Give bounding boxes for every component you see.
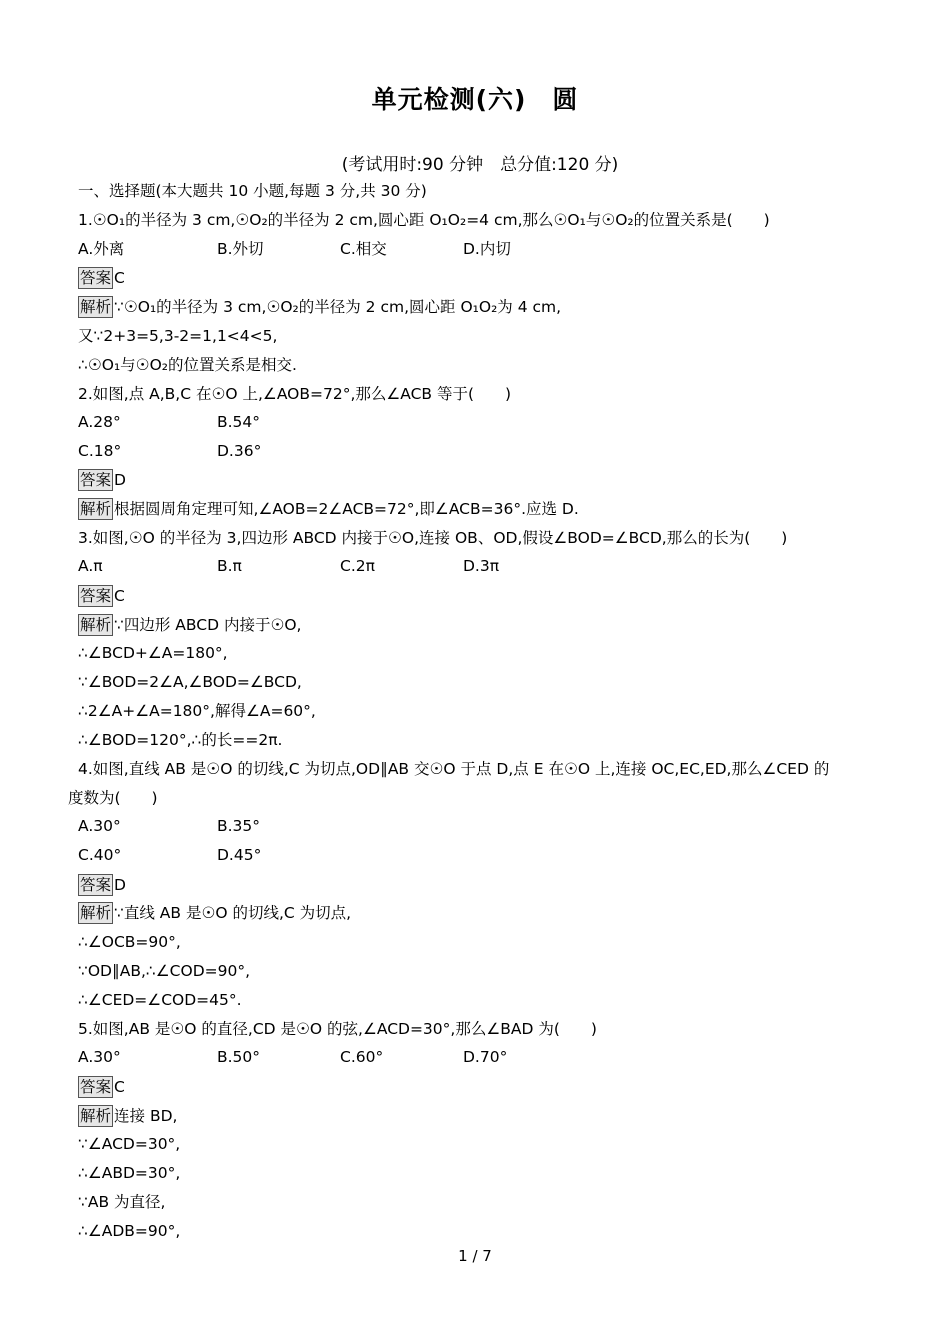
question-4-options-row-1 xyxy=(78,814,878,838)
analysis-line: ∵OD∥AB,∴∠COD=90°, xyxy=(78,962,251,980)
analysis-line: ∴∠ADB=90°, xyxy=(78,1222,181,1240)
option-c: C.60° xyxy=(340,1048,384,1066)
answer-value: C xyxy=(114,587,125,605)
analysis-line: ∵AB 为直径, xyxy=(78,1193,166,1211)
analysis-tag: 解析 xyxy=(80,1107,112,1125)
option-d: D.3π xyxy=(463,557,500,575)
option-a: A.π xyxy=(78,557,103,575)
question-5-stem: 5.如图,AB 是☉O 的直径,CD 是☉O 的弦,∠ACD=30°,那么∠BAD 为( ) xyxy=(78,1020,597,1038)
option-b: B.50° xyxy=(217,1048,261,1066)
option-d: D.内切 xyxy=(463,240,511,258)
question-3-answer xyxy=(78,584,125,608)
option-c: C.相交 xyxy=(340,240,387,258)
option-c: C.40° xyxy=(78,846,122,864)
question-3-options xyxy=(78,554,878,578)
answer-tag: 答案 xyxy=(80,1078,112,1096)
question-2-options-row-1 xyxy=(78,410,878,434)
answer-value: D xyxy=(114,876,126,894)
question-5-analysis xyxy=(78,1104,177,1128)
question-3-analysis xyxy=(78,613,301,637)
answer-tag: 答案 xyxy=(80,471,112,489)
page-title: 单元检测(六) 圆 xyxy=(371,85,579,114)
option-b: B.35° xyxy=(217,817,261,835)
analysis-line: ∵∠ACD=30°, xyxy=(78,1135,181,1153)
analysis-line: 又∵2+3=5,3-2=1,1<4<5, xyxy=(78,327,278,345)
option-c: C.18° xyxy=(78,442,122,460)
analysis-text: ∵四边形 ABCD 内接于☉O, xyxy=(114,616,302,634)
option-d: D.45° xyxy=(217,846,262,864)
analysis-line: ∴☉O₁与☉O₂的位置关系是相交. xyxy=(78,356,297,374)
question-4-options-row-2 xyxy=(78,843,878,867)
question-4-analysis xyxy=(78,901,351,925)
analysis-text: 连接 BD, xyxy=(114,1107,178,1125)
analysis-line: ∴∠CED=∠COD=45°. xyxy=(78,991,242,1009)
answer-value: C xyxy=(114,269,125,287)
question-5-answer xyxy=(78,1075,125,1099)
question-2-stem: 2.如图,点 A,B,C 在☉O 上,∠AOB=72°,那么∠ACB 等于( ) xyxy=(78,385,512,403)
analysis-tag: 解析 xyxy=(80,298,112,316)
question-2-options-row-2 xyxy=(78,439,878,463)
question-2-analysis xyxy=(78,497,579,521)
option-a: A.28° xyxy=(78,413,121,431)
question-4-stem: 4.如图,直线 AB 是☉O 的切线,C 为切点,OD∥AB 交☉O 于点 D,点 E 在☉O 上,连接 OC,EC,ED,那么∠CED 的 xyxy=(78,760,830,778)
answer-tag: 答案 xyxy=(80,587,112,605)
question-1-answer xyxy=(78,266,125,290)
option-a: A.30° xyxy=(78,817,121,835)
option-a: A.30° xyxy=(78,1048,121,1066)
analysis-tag: 解析 xyxy=(80,904,112,922)
option-b: B.54° xyxy=(217,413,261,431)
option-a: A.外离 xyxy=(78,240,125,258)
analysis-line: ∴2∠A+∠A=180°,解得∠A=60°, xyxy=(78,702,316,720)
analysis-text: ∵直线 AB 是☉O 的切线,C 为切点, xyxy=(114,904,352,922)
option-d: D.70° xyxy=(463,1048,508,1066)
question-5-options xyxy=(78,1045,878,1069)
option-d: D.36° xyxy=(217,442,262,460)
option-c: C.2π xyxy=(340,557,375,575)
question-4-answer xyxy=(78,873,126,897)
analysis-tag: 解析 xyxy=(80,616,112,634)
analysis-text: ∵☉O₁的半径为 3 cm,☉O₂的半径为 2 cm,圆心距 O₁O₂为 4 cm, xyxy=(114,298,562,316)
analysis-line: ∴∠BCD+∠A=180°, xyxy=(78,644,228,662)
question-1-analysis xyxy=(78,295,561,319)
question-4-stem-continued: 度数为( ) xyxy=(68,789,158,807)
answer-value: C xyxy=(114,1078,125,1096)
analysis-line: ∴∠ABD=30°, xyxy=(78,1164,181,1182)
question-1-stem: 1.☉O₁的半径为 3 cm,☉O₂的半径为 2 cm,圆心距 O₁O₂=4 cm,那么☉O₁与☉O₂的位置关系是( ) xyxy=(78,211,770,229)
option-b: B.外切 xyxy=(217,240,264,258)
exam-info: (考试用时:90 分钟 总分值:120 分) xyxy=(341,155,619,175)
analysis-line: ∴∠OCB=90°, xyxy=(78,933,181,951)
answer-value: D xyxy=(114,471,126,489)
page-number: 1 / 7 xyxy=(458,1247,492,1265)
question-1-options xyxy=(78,237,878,261)
analysis-text: 根据圆周角定理可知,∠AOB=2∠ACB=72°,即∠ACB=36°.应选 D. xyxy=(114,500,579,518)
section-heading: 一、选择题(本大题共 10 小题,每题 3 分,共 30 分) xyxy=(78,182,427,200)
question-2-answer xyxy=(78,468,126,492)
analysis-line: ∴∠BOD=120°,∴的长==2π. xyxy=(78,731,283,749)
answer-tag: 答案 xyxy=(80,269,112,287)
option-b: B.π xyxy=(217,557,242,575)
question-3-stem: 3.如图,☉O 的半径为 3,四边形 ABCD 内接于☉O,连接 OB、OD,假设∠BOD=∠BCD,那么的长为( ) xyxy=(78,529,788,547)
answer-tag: 答案 xyxy=(80,876,112,894)
analysis-tag: 解析 xyxy=(80,500,112,518)
analysis-line: ∵∠BOD=2∠A,∠BOD=∠BCD, xyxy=(78,673,302,691)
